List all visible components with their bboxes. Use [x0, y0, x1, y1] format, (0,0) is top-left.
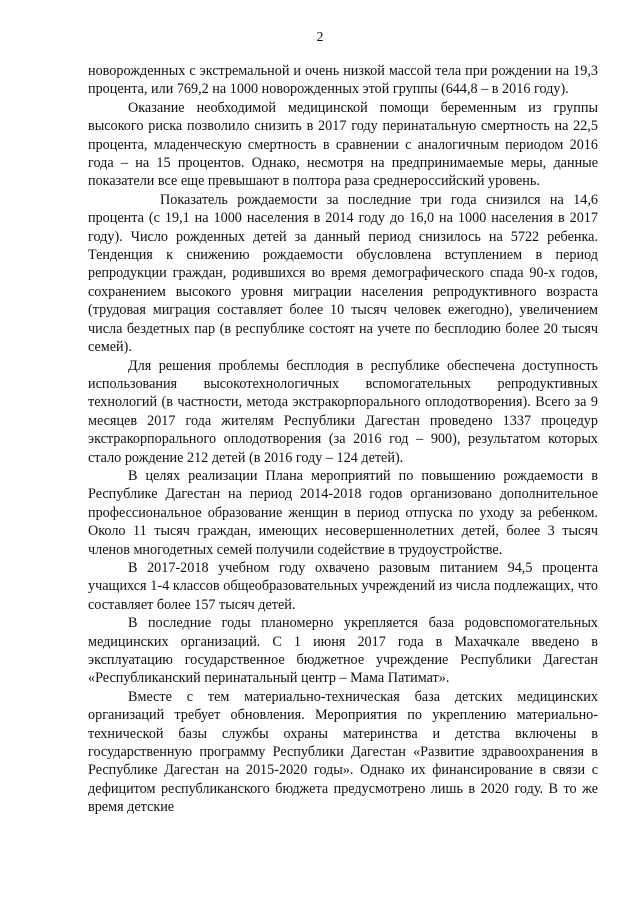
paragraph-neonatal-mortality: новорожденных с экстремальной и очень низкой массой тела при рождении на 19,3 процента, или 769,2 на 1000 новорожденных этой группы (644,8 – в 2016 году). [88, 63, 598, 98]
paragraph-birth-rate: Показатель рождаемости за последние три года снизился на 14,6 процента (с 19,1 на 1000 населения в 2014 году до 16,0 на 1000 населения в 2017 году). Число рожденных детей за данный период снизилось на 5722 ребенка. Тенденция к снижению рождаемости обусловлена вступлением в период репродукции граждан, родившихся во время демографического спада 90-х годов, сохранением высокого уровня миграции населения репродуктивного возраста (трудовая миграция составляет более 10 тысяч человек ежегодно), увеличением числа бездетных пар (в республике состоят на учете по бесплодию более 20 тысяч семей). [88, 191, 598, 356]
paragraph-material-base: Вместе с тем материально-техническая база детских медицинских организаций требует обновления. Мероприятия по укреплению материально-технической базы службы охраны материнства и детства включены в государственную программу Республики Дагестан «Развитие здравоохранения в Республике Дагестан на 2015-2020 годы». Однако их финансирование в связи с дефицитом республиканского бюджета предусмотрено лишь в 2020 году. В то же время детские [88, 688, 598, 816]
paragraph-high-risk-care: Оказание необходимой медицинской помощи беременным из группы высокого риска позволило снизить в 2017 году перинатальную смертность на 22,5 процента, младенческую смертность в сравнении с аналогичным периодом 2016 года – на 15 процентов. Однако, несмотря на предпринимаемые меры, данные показатели все еще превышают в полтора раза среднероссийский уровень. [88, 99, 598, 190]
paragraph-infertility: Для решения проблемы бесплодия в республике обеспечена доступность использования высокотехнологичных вспомогательных репродуктивных технологий (в частности, метода экстракорпорального оплодотворения). Всего за 9 месяцев 2017 года жителям Республики Дагестан проведено 1337 процедур экстракорпорального оплодотворения (за 2016 год – 900), результатом которых стало рождение 212 детей (в 2016 году – 124 детей). [88, 357, 598, 466]
paragraph-birth-rate-plan: В целях реализации Плана мероприятий по повышению рождаемости в Республике Дагестан на период 2014-2018 годов организовано дополнительное профессиональное образование женщин в период отпуска по уходу за ребенком. Около 11 тысяч граждан, имеющих несовершеннолетних детей, более 3 тысяч членов многодетных семей получили содействие в трудоустройстве. [88, 467, 598, 558]
paragraph-school-meals: В 2017-2018 учебном году охвачено разовым питанием 94,5 процента учащихся 1-4 классов общеобразовательных учреждений из числа подлежащих, что составляет более 157 тысяч детей. [88, 559, 598, 613]
page-number: 2 [316, 30, 324, 45]
document-body [88, 62, 598, 817]
paragraph-perinatal-center: В последние годы планомерно укрепляется база родовспомогательных медицинских организаций. С 1 июня 2017 года в Махачкале введено в эксплуатацию государственное бюджетное учреждение Республики Дагестан «Республиканский перинатальный центр – Мама Патимат». [88, 615, 598, 687]
